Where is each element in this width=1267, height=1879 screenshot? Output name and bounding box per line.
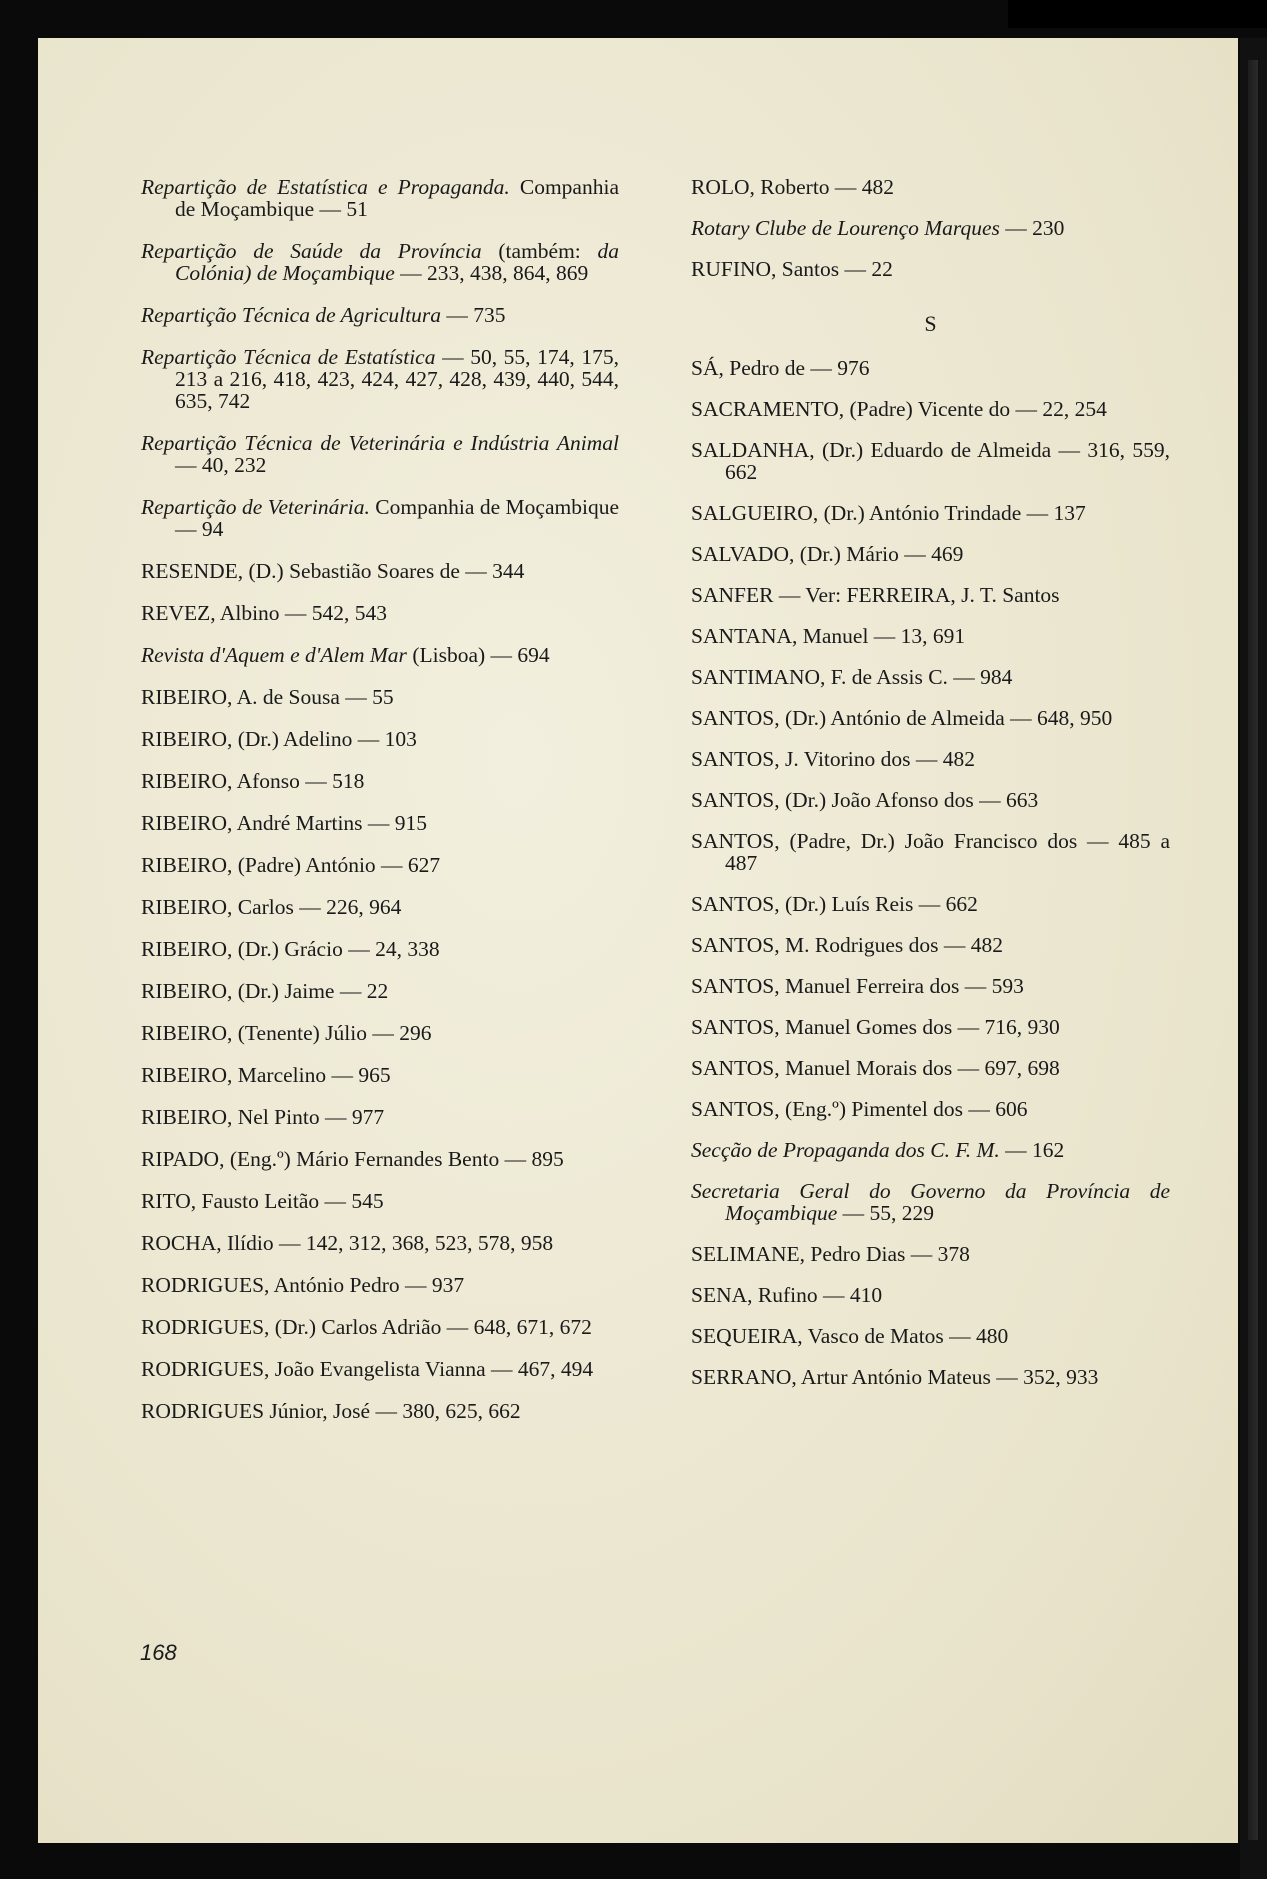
index-entry xyxy=(691,502,1170,524)
index-entry xyxy=(691,1325,1170,1347)
entry-italic-title: Secção de Propaganda dos C. F. M. xyxy=(691,1138,1000,1162)
entry-text: SALGUEIRO, (Dr.) António Trindade — 137 xyxy=(691,501,1086,525)
entry-text: RIBEIRO, A. de Sousa — 55 xyxy=(141,685,394,709)
index-entry xyxy=(691,258,1170,280)
index-entry xyxy=(141,1358,619,1380)
entry-text: RIBEIRO, Marcelino — 965 xyxy=(141,1063,391,1087)
entry-text: RITO, Fausto Leitão — 545 xyxy=(141,1189,384,1213)
index-entry xyxy=(691,1284,1170,1306)
entry-text: SANTANA, Manuel — 13, 691 xyxy=(691,624,966,648)
entry-text: (também: xyxy=(481,239,598,263)
entry-text: RODRIGUES, (Dr.) Carlos Adrião — 648, 671, 672 xyxy=(141,1315,592,1339)
index-entry xyxy=(691,934,1170,956)
entry-text: — 230 xyxy=(999,216,1065,240)
entry-text: — 50, 55, 174, 175, 213 a 216, 418, 423, 424, 427, 428, 439, 440, 544, 635, 742 xyxy=(175,345,620,413)
index-entry xyxy=(141,644,619,666)
index-entry xyxy=(691,398,1170,420)
index-column-right xyxy=(691,176,1170,1407)
index-entry xyxy=(141,346,619,412)
index-entry xyxy=(141,686,619,708)
index-entry xyxy=(141,938,619,960)
index-entry xyxy=(141,1106,619,1128)
entry-text: SANTOS, (Dr.) António de Almeida — 648, 950 xyxy=(691,706,1113,730)
entry-text: SANFER — Ver: FERREIRA, J. T. Santos xyxy=(691,583,1060,607)
index-entry xyxy=(141,602,619,624)
index-entry xyxy=(141,770,619,792)
index-entry xyxy=(141,240,619,284)
entry-text: SACRAMENTO, (Padre) Vicente do — 22, 254 xyxy=(691,397,1107,421)
index-entry xyxy=(141,304,619,326)
entry-text: RIBEIRO, (Dr.) Adelino — 103 xyxy=(141,727,417,751)
entry-text: SANTOS, M. Rodrigues dos — 482 xyxy=(691,933,1003,957)
index-entry xyxy=(691,1098,1170,1120)
index-entry xyxy=(691,975,1170,997)
entry-text: RESENDE, (D.) Sebastião Soares de — 344 xyxy=(141,559,525,583)
index-entry xyxy=(141,812,619,834)
entry-italic-title: Repartição Técnica de Agricultura xyxy=(141,303,441,327)
entry-text: SANTOS, Manuel Morais dos — 697, 698 xyxy=(691,1056,1060,1080)
index-entry xyxy=(141,980,619,1002)
entry-text: SÁ, Pedro de — 976 xyxy=(691,356,870,380)
index-entry xyxy=(691,830,1170,874)
entry-text: SELIMANE, Pedro Dias — 378 xyxy=(691,1242,970,1266)
entry-text: SALVADO, (Dr.) Mário — 469 xyxy=(691,542,964,566)
entry-italic-title: Secretaria Geral do Governo da Província de Moçambique xyxy=(691,1179,1170,1225)
index-entry xyxy=(691,893,1170,915)
entry-text: — 40, 232 xyxy=(175,453,267,477)
entry-text: Companhia de Moçambique — 51 xyxy=(175,175,619,221)
entry-text: RUFINO, Santos — 22 xyxy=(691,257,893,281)
entry-text: — 735 xyxy=(440,303,506,327)
index-entry xyxy=(141,560,619,582)
index-entry xyxy=(691,1016,1170,1038)
index-entry xyxy=(141,1148,619,1170)
entry-text: SANTOS, (Eng.º) Pimentel dos — 606 xyxy=(691,1097,1028,1121)
index-entry xyxy=(141,728,619,750)
entry-text: SENA, Rufino — 410 xyxy=(691,1283,883,1307)
entry-text: ROLO, Roberto — 482 xyxy=(691,175,895,199)
entry-text: REVEZ, Albino — 542, 543 xyxy=(141,601,388,625)
entry-text: — 162 xyxy=(999,1138,1065,1162)
index-entry xyxy=(141,1064,619,1086)
entry-text: Companhia de Moçambique — 94 xyxy=(175,495,619,541)
index-column-left xyxy=(141,176,619,1442)
index-entry xyxy=(691,748,1170,770)
entry-italic-title: Rotary Clube de Lourenço Marques xyxy=(691,216,1000,240)
page-spine-edge xyxy=(1248,60,1258,1840)
scan-border-top xyxy=(1008,0,1267,28)
index-entry xyxy=(141,1232,619,1254)
entry-text: RIBEIRO, Carlos — 226, 964 xyxy=(141,895,402,919)
entry-text: SANTOS, J. Vitorino dos — 482 xyxy=(691,747,976,771)
index-entry xyxy=(691,543,1170,565)
index-entry xyxy=(691,625,1170,647)
entry-text: (Lisboa) — 694 xyxy=(406,643,550,667)
index-entry xyxy=(691,1180,1170,1224)
index-entry xyxy=(141,432,619,476)
index-entry xyxy=(141,1190,619,1212)
entry-italic-title: Revista d'Aquem e d'Alem Mar xyxy=(141,643,407,667)
index-entry xyxy=(691,1139,1170,1161)
index-entry xyxy=(141,496,619,540)
entry-italic-title: Repartição de Veterinária. xyxy=(141,495,370,519)
index-entry xyxy=(691,357,1170,379)
index-entry xyxy=(141,1022,619,1044)
entry-text: RIBEIRO, (Dr.) Grácio — 24, 338 xyxy=(141,937,440,961)
entry-italic-title: Repartição Técnica de Veterinária e Indústria Animal xyxy=(141,431,619,455)
entry-text: SANTOS, Manuel Ferreira dos — 593 xyxy=(691,974,1024,998)
entry-text: RODRIGUES Júnior, José — 380, 625, 662 xyxy=(141,1399,521,1423)
index-entry xyxy=(141,896,619,918)
entry-italic-title: da Colónia) de Moçambique xyxy=(175,239,619,285)
entry-text: SANTOS, (Padre, Dr.) João Francisco dos — 485 a 487 xyxy=(691,829,1170,875)
entry-text: SEQUEIRA, Vasco de Matos — 480 xyxy=(691,1324,1009,1348)
entry-text: RIBEIRO, (Dr.) Jaime — 22 xyxy=(141,979,389,1003)
index-entry xyxy=(691,584,1170,606)
entry-text: SALDANHA, (Dr.) Eduardo de Almeida — 316, 559, 662 xyxy=(691,438,1170,484)
index-entry xyxy=(691,1243,1170,1265)
entry-text: — 233, 438, 864, 869 xyxy=(394,261,589,285)
entry-italic-title: Repartição de Saúde da Província xyxy=(141,239,482,263)
index-entry xyxy=(691,666,1170,688)
index-entry xyxy=(141,1274,619,1296)
index-entry xyxy=(691,789,1170,811)
entry-text: SANTIMANO, F. de Assis C. — 984 xyxy=(691,665,1013,689)
index-entry xyxy=(691,1057,1170,1079)
entry-text: RODRIGUES, João Evangelista Vianna — 467, 494 xyxy=(141,1357,594,1381)
entry-text: RIBEIRO, (Padre) António — 627 xyxy=(141,853,441,877)
entry-text: RODRIGUES, António Pedro — 937 xyxy=(141,1273,465,1297)
index-entry xyxy=(691,176,1170,198)
index-entry xyxy=(691,217,1170,239)
section-letter: S xyxy=(924,311,937,336)
page-number: 168 xyxy=(140,1640,177,1665)
index-entry xyxy=(141,1316,619,1338)
entry-text: SANTOS, (Dr.) João Afonso dos — 663 xyxy=(691,788,1039,812)
entry-text: RIBEIRO, (Tenente) Júlio — 296 xyxy=(141,1021,432,1045)
entry-italic-title: Repartição Técnica de Estatística xyxy=(141,345,436,369)
entry-text: RIBEIRO, André Martins — 915 xyxy=(141,811,428,835)
index-entry xyxy=(691,707,1170,729)
index-entry xyxy=(141,1400,619,1422)
entry-text: SANTOS, (Dr.) Luís Reis — 662 xyxy=(691,892,978,916)
index-entry xyxy=(691,1366,1170,1388)
entry-italic-title: Repartição de Estatística e Propaganda. xyxy=(141,175,510,199)
entry-text: SANTOS, Manuel Gomes dos — 716, 930 xyxy=(691,1015,1060,1039)
entry-text: — 55, 229 xyxy=(837,1201,934,1225)
index-entry xyxy=(691,439,1170,483)
entry-text: RIBEIRO, Afonso — 518 xyxy=(141,769,365,793)
entry-text: RIPADO, (Eng.º) Mário Fernandes Bento — 895 xyxy=(141,1147,564,1171)
entry-text: ROCHA, Ilídio — 142, 312, 368, 523, 578, 958 xyxy=(141,1231,554,1255)
index-entry xyxy=(141,854,619,876)
entry-text: SERRANO, Artur António Mateus — 352, 933 xyxy=(691,1365,1099,1389)
entry-text: RIBEIRO, Nel Pinto — 977 xyxy=(141,1105,385,1129)
index-entry xyxy=(141,176,619,220)
